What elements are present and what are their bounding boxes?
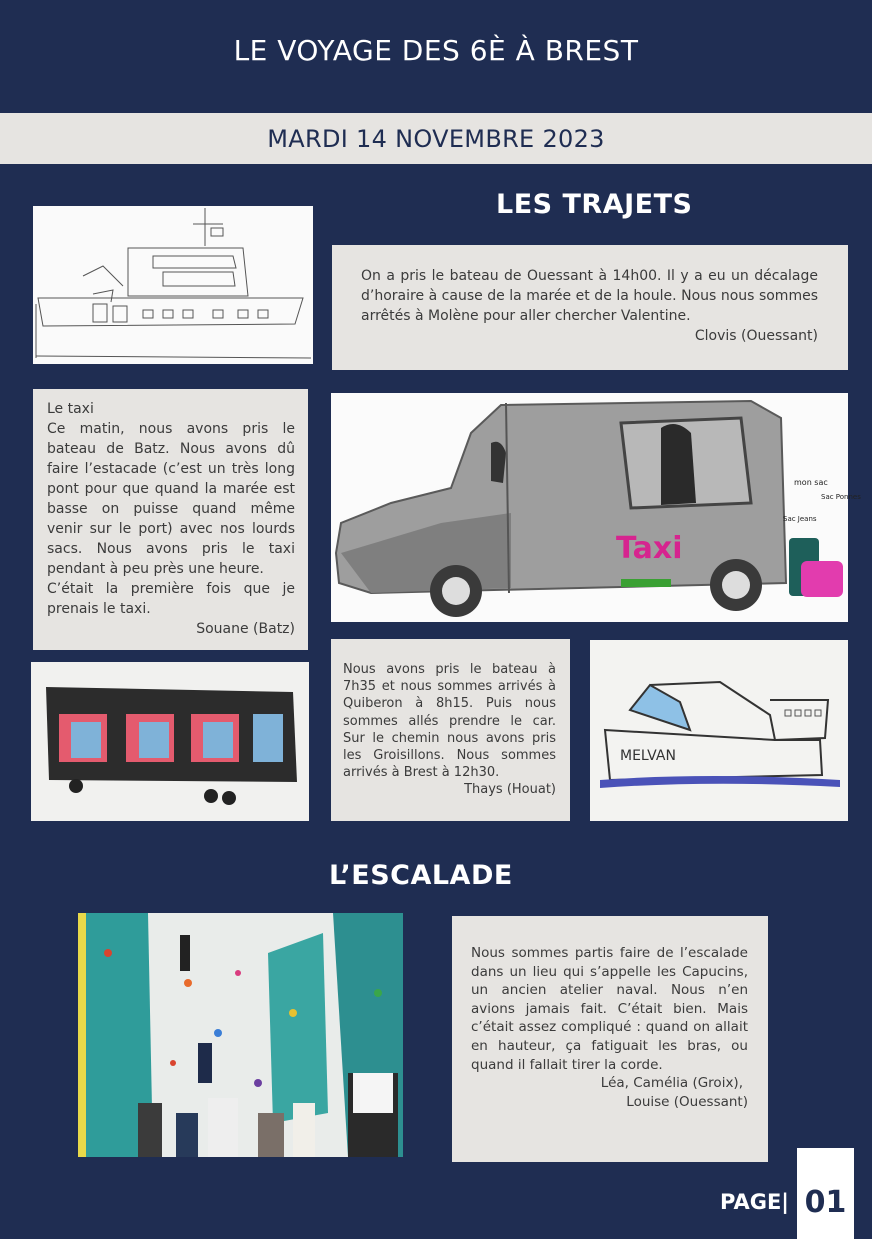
section-title-escalade: L’ESCALADE [329, 860, 513, 891]
boat-drawing [33, 206, 313, 364]
clovis-text: On a pris le bateau de Ouessant à 14h00. Il y a eu un décalage d’horaire à cause de la marée et de la houle. Nous nous sommes arrêtés à Molène pour aller chercher Valentine. [361, 268, 818, 324]
taxi-drawing [331, 393, 861, 622]
escalade-author-2: Louise (Ouessant) [626, 1093, 748, 1110]
page-title: LE VOYAGE DES 6È À BREST [233, 34, 639, 67]
souane-author: Souane (Batz) [196, 621, 295, 637]
bag-label-3: Sac Ponnes [821, 493, 861, 501]
souane-text-2: C’était la première fois que je prenais le taxi. [47, 581, 295, 617]
thays-text-card [331, 639, 570, 821]
section-title-trajets: LES TRAJETS [496, 189, 693, 220]
boat-name: MELVAN [620, 748, 676, 764]
taxi-word: Taxi [616, 531, 683, 566]
page-number-box [797, 1148, 854, 1239]
souane-text: Ce matin, nous avons pris le bateau de Batz. Nous avons dû faire l’estacade (c’est un très long pont pour que quand la marée est basse on puisse quand même venir sur le port) avec nos lourds sacs. Nous avons pris le taxi pendant à peu près une heure. [47, 421, 295, 577]
bag-label-2: Sac Jeans [783, 515, 817, 523]
date-band [0, 113, 872, 164]
souane-text-card [33, 389, 308, 650]
escalade-text: Nous sommes partis faire de l’escalade dans un lieu qui s’appelle les Capucins, un ancien atelier naval. Nous n’en avions jamais fait. C’était bien. Mais c’était assez compliqué : quand on allait en hauteur, ça fatiguait les bras, ou quand il fallait tirer la corde. [471, 945, 748, 1073]
souane-heading: Le taxi [47, 401, 94, 417]
thays-author: Thays (Houat) [464, 782, 556, 798]
clovis-author: Clovis (Ouessant) [694, 328, 818, 344]
clovis-text-card [332, 245, 848, 370]
melvan-boat-drawing [590, 640, 848, 821]
escalade-author-1: Léa, Camélia (Groix), [600, 1075, 743, 1092]
thays-text: Nous avons pris le bateau à 7h35 et nous sommes arrivés à Quiberon à 8h15. Puis nous sommes allés prendre le car. Sur le chemin nous avons pris les Groisillons. Nous sommes arrivés à Brest à 12h30. [343, 662, 556, 781]
climbing-photo [78, 913, 403, 1157]
bus-drawing [31, 662, 309, 821]
escalade-text-card [452, 916, 768, 1162]
page-number: 01 [804, 1185, 847, 1220]
page-label: PAGE| [720, 1190, 789, 1214]
bag-label-1: mon sac [794, 478, 828, 487]
date-text: MARDI 14 NOVEMBRE 2023 [267, 124, 605, 153]
